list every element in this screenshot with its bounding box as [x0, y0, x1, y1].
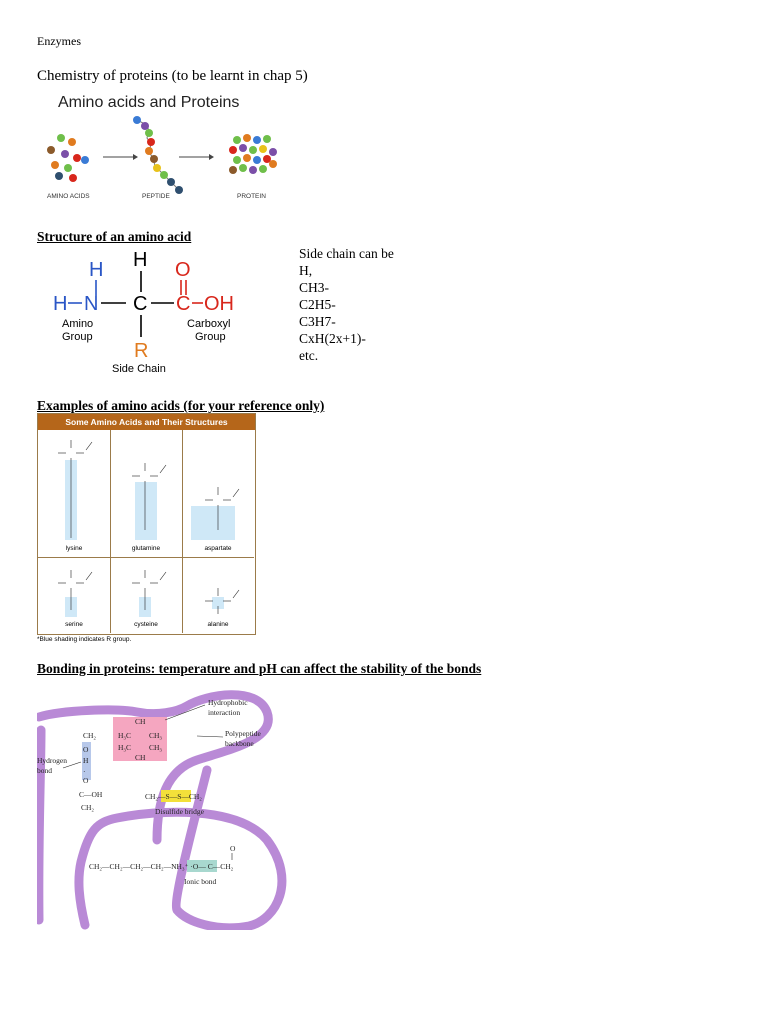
svg-text:O: O: [83, 776, 89, 785]
atom-oh: OH: [204, 293, 234, 315]
section-heading-examples: Examples of amino acids (for your reference only): [37, 398, 325, 413]
atom-h-top: H: [133, 249, 148, 271]
label-amino-group: Group: [62, 331, 93, 343]
doc-title: Enzymes: [37, 34, 81, 48]
amino-acid-table: [37, 413, 256, 635]
side-chain-item: C3H7-: [299, 314, 336, 329]
label-bond: bond: [37, 766, 52, 775]
svg-text:·: ·: [83, 767, 86, 776]
label-hydrogen: Hydrogen: [37, 756, 67, 765]
label-polypeptide: Polypeptide: [225, 729, 261, 738]
label-ionic-bond: Ionic bond: [184, 877, 217, 886]
atom-h-amino: H: [89, 259, 104, 281]
amino-name: aspartate: [204, 545, 232, 552]
label-amino: Amino: [62, 318, 94, 330]
amino-name: glutamine: [131, 545, 161, 552]
svg-text:CH₂: CH₂: [81, 803, 95, 812]
amino-acids-cluster: [47, 134, 89, 182]
amino-acid-structure-diagram: [37, 244, 267, 379]
label-peptide: PEPTIDE: [142, 193, 170, 200]
table-footnote: *Blue shading indicates R group.: [37, 636, 132, 643]
amino-name: serine: [65, 621, 83, 628]
amino-name: lysine: [65, 545, 83, 552]
protein-bonding-diagram: [37, 690, 287, 930]
label-carboxyl: Carboxyl: [187, 318, 231, 330]
amino-acid-diagram: [37, 112, 297, 207]
atom-o: O: [175, 259, 191, 281]
svg-text:CH: CH: [135, 717, 146, 726]
label-backbone: backbone: [225, 739, 254, 748]
svg-text:CH₃: CH₃: [149, 743, 163, 752]
svg-text:CH₂: CH₂: [83, 731, 97, 740]
atom-c-carboxyl: C: [176, 293, 191, 315]
svg-text:O: O: [83, 745, 89, 754]
svg-text:H₃C: H₃C: [118, 731, 132, 740]
svg-text:H: H: [83, 756, 89, 765]
svg-text:CH₂—CH₂—CH₂—CH₂—NH₃⁺ ·O— C—CH₂: CH₂—CH₂—CH₂—CH₂—NH₃⁺ ·O— C—CH₂: [89, 862, 234, 871]
amino-name: cysteine: [134, 621, 158, 628]
side-chain-item: etc.: [299, 348, 319, 363]
amino-name: alanine: [207, 621, 229, 628]
label-protein: PROTEIN: [237, 193, 266, 200]
svg-text:CH₃: CH₃: [149, 731, 163, 740]
label-disulfide-bridge: Disulfide bridge: [155, 807, 204, 816]
label-interaction: interaction: [208, 708, 241, 717]
side-chain-item: H,: [299, 263, 313, 278]
side-chain-item: CxH(2x+1)-: [299, 331, 366, 346]
table-title: Some Amino Acids and Their Structures: [38, 414, 255, 430]
atom-n: N: [84, 293, 99, 315]
atom-h-amino-left: H: [53, 293, 68, 315]
section-heading-structure: Structure of an amino acid: [37, 229, 192, 244]
section-heading-chemistry: Chemistry of proteins (to be learnt in chap 5): [37, 68, 308, 84]
side-chain-item: C2H5-: [299, 297, 336, 312]
svg-text:CH: CH: [135, 753, 146, 762]
amino-acid-structures: [38, 430, 255, 633]
atom-r: R: [134, 340, 149, 362]
svg-text:C—OH: C—OH: [79, 790, 103, 799]
label-amino-acids: AMINO ACIDS: [47, 193, 90, 200]
svg-text:CH₂—S—S—CH₂: CH₂—S—S—CH₂: [145, 792, 202, 801]
section-heading-bonding: Bonding in proteins: temperature and pH can affect the stability of the bonds: [37, 661, 482, 676]
svg-text:H₃C: H₃C: [118, 743, 132, 752]
svg-text:O: O: [230, 844, 236, 853]
label-carboxyl-group: Group: [195, 331, 226, 343]
figure-title-amino-acids: Amino acids and Proteins: [58, 94, 240, 111]
label-side-chain: Side Chain: [112, 363, 166, 375]
atom-c-alpha: C: [133, 293, 148, 315]
label-hydrophobic: Hydrophobic: [208, 698, 248, 707]
side-chain-item: CH3-: [299, 280, 329, 295]
side-chain-list: [299, 245, 394, 364]
side-chain-intro: Side chain can be: [299, 246, 394, 261]
